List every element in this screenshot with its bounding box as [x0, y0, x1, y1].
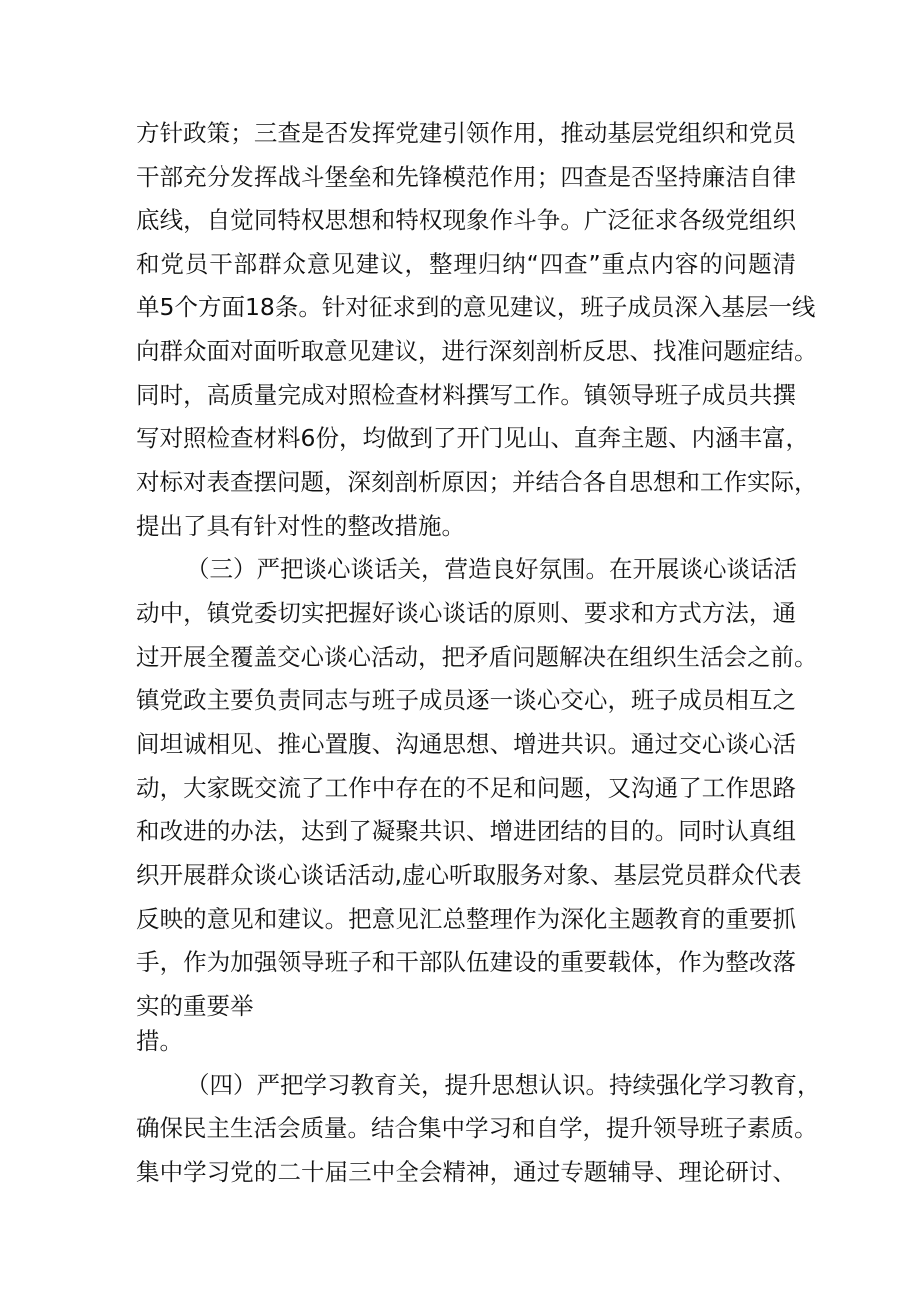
text-line: 同时，高质量完成对照检查材料撰写工作。镇领导班子成员共撰 — [136, 381, 796, 409]
text-line: 集中学习党的二十届三中全会精神，通过专题辅导、理论研讨、 — [136, 1158, 796, 1186]
text-line: 底线，自觉同特权思想和特权现象作斗争。广泛征求各级党组织 — [136, 206, 796, 234]
text-line: 织开展群众谈心谈话活动,虚心听取服务对象、基层党员群众代表 — [136, 861, 802, 889]
text-line: 确保民主生活会质量。结合集中学习和自学，提升领导班子素质。 — [136, 1114, 818, 1142]
text-line: 和改进的办法，达到了凝聚共识、增进团结的目的。同时认真组 — [136, 817, 796, 845]
text-line: 和党员干部群众意见建议，整理归纳“四查”重点内容的问题清 — [136, 250, 796, 278]
text-line: 向群众面对面听取意见建议，进行深刻剖析反思、找准问题症结。 — [136, 337, 818, 365]
text-line: 动中，镇党委切实把握好谈心谈话的原则、要求和方式方法，通 — [136, 599, 796, 627]
text-line: 提出了具有针对性的整改措施。 — [136, 512, 465, 540]
text-line: 动，大家既交流了工作中存在的不足和问题，又沟通了工作思路 — [136, 774, 796, 802]
text-line: 过开展全覆盖交心谈心活动，把矛盾问题解决在组织生活会之前。 — [136, 643, 818, 671]
text-line: 间坦诚相见、推心置腹、沟通思想、增进共识。通过交心谈心活 — [136, 730, 796, 758]
text-line: 措。 — [136, 1027, 183, 1055]
paragraph-heading-line: （四）严把学习教育关，提升思想认识。持续强化学习教育， — [186, 1071, 821, 1099]
text-line: 方针政策；三查是否发挥党建引领作用，推动基层党组织和党员 — [136, 119, 796, 147]
text-line: 对标对表查摆问题，深刻剖析原因；并结合各自思想和工作实际， — [136, 468, 818, 496]
text-line: 实的重要举 — [136, 992, 254, 1020]
text-line: 镇党政主要负责同志与班子成员逐一谈心交心，班子成员相互之 — [136, 686, 796, 714]
text-line: 反映的意见和建议。把意见汇总整理作为深化主题教育的重要抓 — [136, 905, 796, 933]
text-line: 单5个方面18条。针对征求到的意见建议，班子成员深入基层一线 — [136, 293, 816, 321]
text-line: 手，作为加强领导班子和干部队伍建设的重要载体，作为整改落 — [136, 948, 796, 976]
text-line: 写对照检查材料6份，均做到了开门见山、直奔主题、内涵丰富， — [136, 424, 809, 452]
text-line: 干部充分发挥战斗堡垒和先锋模范作用；四查是否坚持廉洁自律 — [136, 163, 796, 191]
paragraph-heading-line: （三）严把谈心谈话关，营造良好氛围。在开展谈心谈话活 — [186, 555, 797, 583]
